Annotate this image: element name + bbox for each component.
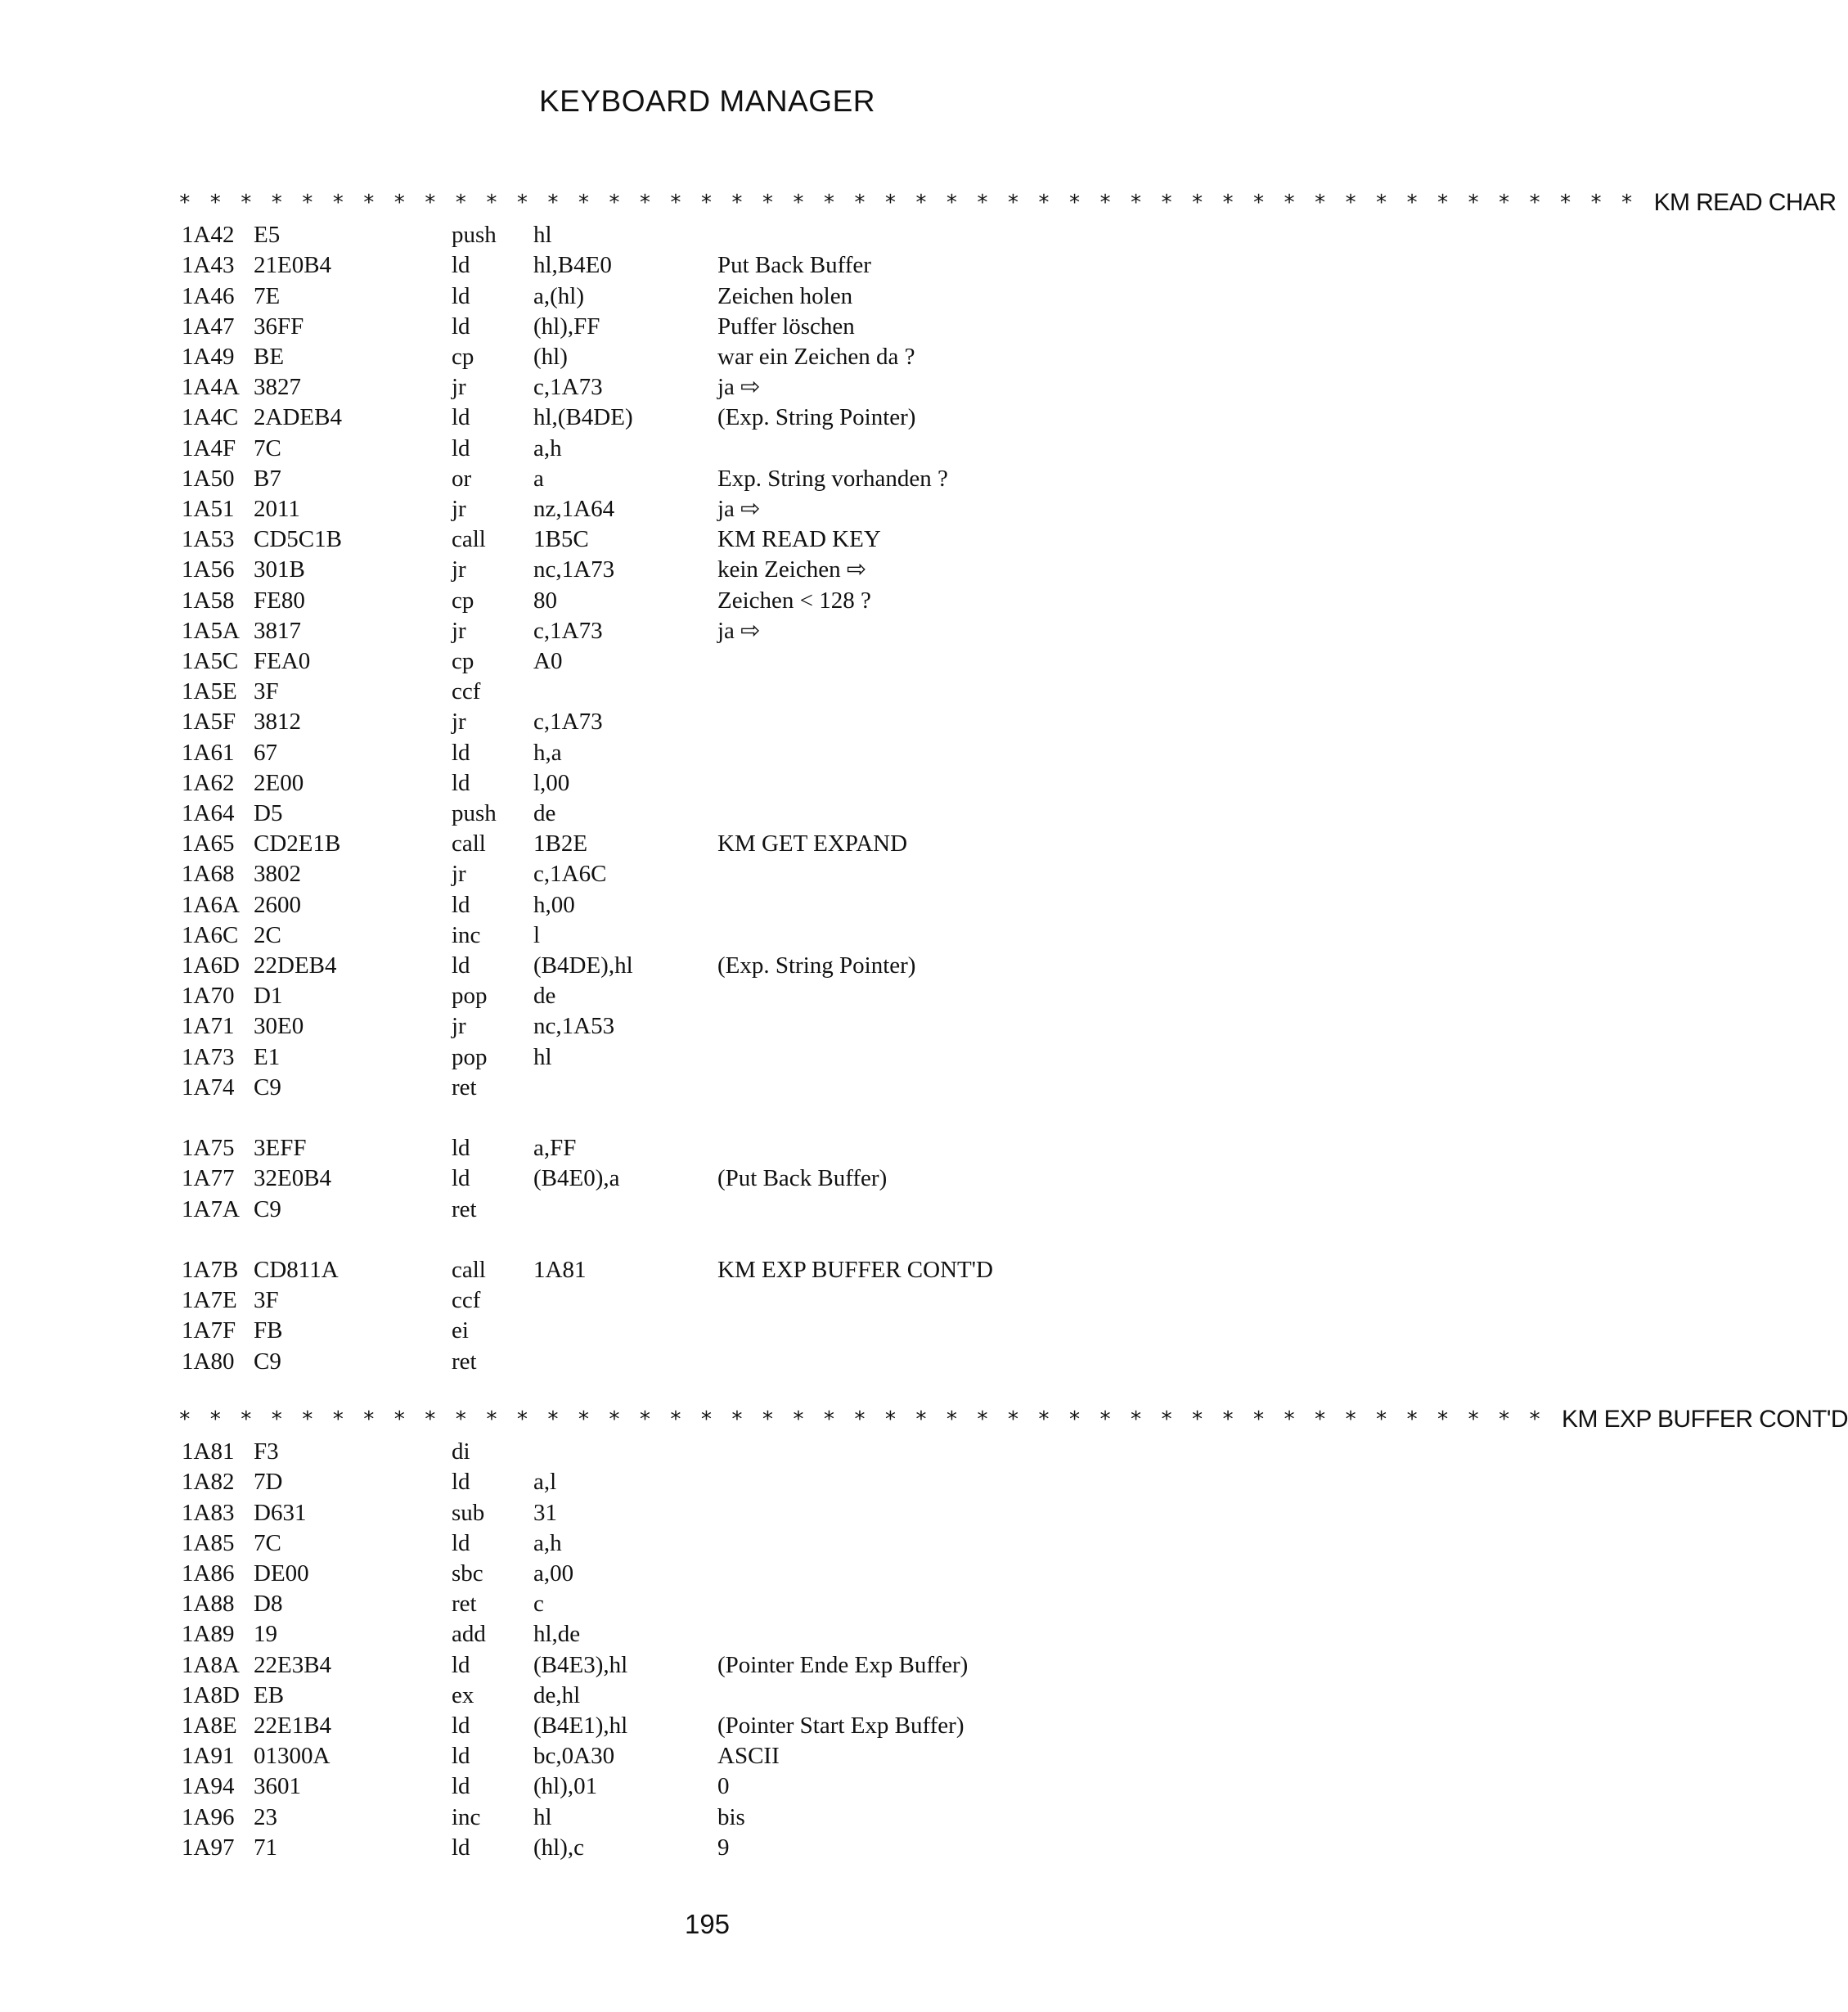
code-line — [0, 646, 1414, 677]
code-line — [0, 1741, 1414, 1771]
operand-cell: a,(hl) — [533, 283, 584, 309]
address-cell: 1A47 — [182, 313, 235, 340]
address-cell: 1A42 — [182, 222, 235, 248]
address-cell: 1A85 — [182, 1530, 235, 1556]
mnemonic-cell: ld — [452, 1469, 470, 1495]
operand-cell: c,1A73 — [533, 618, 603, 644]
address-cell: 1A65 — [182, 830, 235, 857]
operand-cell: 1B2E — [533, 830, 588, 857]
opcode-cell: 67 — [254, 740, 277, 766]
mnemonic-cell: ld — [452, 740, 470, 766]
opcode-cell: EB — [254, 1682, 285, 1708]
mnemonic-cell: sbc — [452, 1560, 483, 1587]
code-line — [0, 220, 1414, 250]
mnemonic-cell: pop — [452, 983, 488, 1009]
comment-cell: ja ⇨ — [717, 618, 761, 644]
address-cell: 1A89 — [182, 1621, 235, 1647]
opcode-cell: E5 — [254, 222, 281, 248]
address-cell: 1A6D — [182, 952, 240, 979]
mnemonic-cell: ld — [452, 1652, 470, 1678]
comment-cell: Puffer löschen — [717, 313, 855, 340]
mnemonic-cell: ld — [452, 1743, 470, 1769]
operand-cell: (hl),c — [533, 1834, 584, 1861]
comment-cell: KM EXP BUFFER CONT'D — [717, 1257, 993, 1283]
address-cell: 1A4C — [182, 404, 239, 430]
section-header — [178, 189, 1837, 222]
comment-cell: Zeichen holen — [717, 283, 853, 309]
operand-cell: l,00 — [533, 770, 570, 796]
operand-cell: nc,1A53 — [533, 1013, 615, 1039]
code-line — [0, 1255, 1414, 1285]
operand-cell: 31 — [533, 1500, 557, 1526]
opcode-cell: 22E3B4 — [254, 1652, 332, 1678]
opcode-cell: 7C — [254, 1530, 281, 1556]
asterisk-divider: * * * * * * * * * * * * * * * * * * * * * * * * * * * * * * * * * * * * * * * * * * * * * — [178, 1407, 1544, 1432]
opcode-cell: B7 — [254, 466, 281, 492]
operand-cell: (hl) — [533, 344, 568, 370]
comment-cell: ja ⇨ — [717, 374, 761, 400]
comment-cell: Exp. String vorhanden ? — [717, 466, 948, 492]
code-line — [0, 1042, 1414, 1073]
mnemonic-cell: inc — [452, 922, 481, 948]
opcode-cell: 3601 — [254, 1773, 301, 1799]
operand-cell: 80 — [533, 587, 557, 614]
code-line — [0, 738, 1414, 768]
mnemonic-cell: ret — [452, 1591, 477, 1617]
section-title: KM EXP BUFFER CONT'D — [1562, 1406, 1848, 1433]
code-line — [0, 464, 1414, 494]
operand-cell: c,1A73 — [533, 374, 603, 400]
address-cell: 1A7A — [182, 1196, 240, 1222]
operand-cell: hl,de — [533, 1621, 581, 1647]
address-cell: 1A77 — [182, 1165, 235, 1191]
mnemonic-cell: call — [452, 1257, 486, 1283]
opcode-cell: D8 — [254, 1591, 283, 1617]
mnemonic-cell: or — [452, 466, 472, 492]
comment-cell: ja ⇨ — [717, 496, 761, 522]
comment-cell: bis — [717, 1804, 745, 1830]
opcode-cell: 21E0B4 — [254, 252, 332, 278]
operand-cell: (B4E0),a — [533, 1165, 620, 1191]
address-cell: 1A8D — [182, 1682, 240, 1708]
code-line — [0, 1347, 1414, 1377]
address-cell: 1A5A — [182, 618, 240, 644]
opcode-cell: 3802 — [254, 861, 301, 887]
address-cell: 1A96 — [182, 1804, 235, 1830]
address-cell: 1A4F — [182, 435, 236, 461]
operand-cell: a,h — [533, 1530, 562, 1556]
operand-cell: hl — [533, 1804, 552, 1830]
asterisk-divider: * * * * * * * * * * * * * * * * * * * * * * * * * * * * * * * * * * * * * * * * * * * * * * * * — [178, 191, 1636, 215]
opcode-cell: 22DEB4 — [254, 952, 337, 979]
opcode-cell: F3 — [254, 1438, 279, 1465]
address-cell: 1A50 — [182, 466, 235, 492]
mnemonic-cell: jr — [452, 1013, 466, 1039]
opcode-cell: 3F — [254, 1287, 279, 1313]
code-line — [0, 981, 1414, 1011]
mnemonic-cell: ld — [452, 1834, 470, 1861]
opcode-cell: 301B — [254, 556, 305, 583]
operand-cell: c,1A6C — [533, 861, 607, 887]
address-cell: 1A8A — [182, 1652, 240, 1678]
address-cell: 1A94 — [182, 1773, 235, 1799]
opcode-cell: 71 — [254, 1834, 277, 1861]
code-line — [0, 1195, 1414, 1225]
address-cell: 1A75 — [182, 1135, 235, 1161]
code-line — [0, 555, 1414, 585]
code-line — [0, 616, 1414, 646]
code-line — [0, 768, 1414, 799]
opcode-cell: 22E1B4 — [254, 1713, 332, 1739]
address-cell: 1A73 — [182, 1044, 235, 1070]
opcode-cell: D1 — [254, 983, 283, 1009]
mnemonic-cell: ld — [452, 435, 470, 461]
operand-cell: h,a — [533, 740, 562, 766]
operand-cell: (B4E1),hl — [533, 1713, 628, 1739]
code-line — [0, 1833, 1414, 1863]
code-line — [0, 1437, 1414, 1467]
code-line — [0, 1559, 1414, 1589]
code-line — [0, 434, 1414, 464]
operand-cell: hl,(B4DE) — [533, 404, 633, 430]
operand-cell: a,h — [533, 435, 562, 461]
code-line — [0, 1164, 1414, 1194]
code-line — [0, 1133, 1414, 1164]
address-cell: 1A71 — [182, 1013, 235, 1039]
opcode-cell: 7E — [254, 283, 281, 309]
opcode-cell: 3817 — [254, 618, 301, 644]
address-cell: 1A97 — [182, 1834, 235, 1861]
mnemonic-cell: ei — [452, 1317, 469, 1344]
operand-cell: c — [533, 1591, 544, 1617]
code-line — [0, 281, 1414, 312]
section-title: KM READ CHAR — [1653, 189, 1837, 216]
address-cell: 1A82 — [182, 1469, 235, 1495]
operand-cell: nz,1A64 — [533, 496, 615, 522]
comment-cell: (Pointer Start Exp Buffer) — [717, 1713, 964, 1739]
mnemonic-cell: cp — [452, 587, 474, 614]
code-line — [0, 1285, 1414, 1316]
opcode-cell: 3EFF — [254, 1135, 307, 1161]
code-line — [0, 1711, 1414, 1741]
address-cell: 1A6C — [182, 922, 239, 948]
mnemonic-cell: call — [452, 526, 486, 552]
comment-cell: 0 — [717, 1773, 730, 1799]
comment-cell: Zeichen < 128 ? — [717, 587, 871, 614]
mnemonic-cell: pop — [452, 1044, 488, 1070]
address-cell: 1A6A — [182, 892, 240, 918]
mnemonic-cell: inc — [452, 1804, 481, 1830]
opcode-cell: CD5C1B — [254, 526, 342, 552]
mnemonic-cell: cp — [452, 344, 474, 370]
opcode-cell: 01300A — [254, 1743, 330, 1769]
code-line — [0, 524, 1414, 555]
opcode-cell: CD2E1B — [254, 830, 341, 857]
address-cell: 1A49 — [182, 344, 235, 370]
mnemonic-cell: ld — [452, 1773, 470, 1799]
opcode-cell: 2E00 — [254, 770, 304, 796]
opcode-cell: FE80 — [254, 587, 305, 614]
opcode-cell: DE00 — [254, 1560, 309, 1587]
operand-cell: c,1A73 — [533, 709, 603, 735]
address-cell: 1A81 — [182, 1438, 235, 1465]
mnemonic-cell: di — [452, 1438, 470, 1465]
code-line — [0, 1316, 1414, 1346]
mnemonic-cell: ld — [452, 1530, 470, 1556]
code-line — [0, 829, 1414, 859]
mnemonic-cell: sub — [452, 1500, 485, 1526]
opcode-cell: 36FF — [254, 313, 304, 340]
operand-cell: nc,1A73 — [533, 556, 615, 583]
opcode-cell: 3812 — [254, 709, 301, 735]
code-line — [0, 1498, 1414, 1528]
mnemonic-cell: ccf — [452, 1287, 481, 1313]
mnemonic-cell: ld — [452, 313, 470, 340]
opcode-cell: C9 — [254, 1348, 281, 1375]
address-cell: 1A53 — [182, 526, 235, 552]
operand-cell: (B4E3),hl — [533, 1652, 628, 1678]
opcode-cell: C9 — [254, 1196, 281, 1222]
code-line — [0, 1619, 1414, 1650]
opcode-cell: 23 — [254, 1804, 277, 1830]
address-cell: 1A83 — [182, 1500, 235, 1526]
code-line — [0, 1011, 1414, 1042]
address-cell: 1A7B — [182, 1257, 239, 1283]
comment-cell: KM READ KEY — [717, 526, 881, 552]
operand-cell: hl — [533, 1044, 552, 1070]
operand-cell: (B4DE),hl — [533, 952, 633, 979]
opcode-cell: 7C — [254, 435, 281, 461]
address-cell: 1A46 — [182, 283, 235, 309]
mnemonic-cell: cp — [452, 648, 474, 674]
mnemonic-cell: ld — [452, 283, 470, 309]
address-cell: 1A91 — [182, 1743, 235, 1769]
code-line — [0, 677, 1414, 707]
opcode-cell: BE — [254, 344, 285, 370]
address-cell: 1A58 — [182, 587, 235, 614]
address-cell: 1A64 — [182, 800, 235, 826]
operand-cell: hl — [533, 222, 552, 248]
mnemonic-cell: ld — [452, 770, 470, 796]
code-line — [0, 1073, 1414, 1103]
opcode-cell: 19 — [254, 1621, 277, 1647]
code-line — [0, 403, 1414, 433]
opcode-cell: 2ADEB4 — [254, 404, 342, 430]
mnemonic-cell: push — [452, 800, 497, 826]
address-cell: 1A86 — [182, 1560, 235, 1587]
operand-cell: a,00 — [533, 1560, 574, 1587]
operand-cell: a,FF — [533, 1135, 577, 1161]
address-cell: 1A51 — [182, 496, 235, 522]
comment-cell: (Pointer Ende Exp Buffer) — [717, 1652, 969, 1678]
operand-cell: (hl),01 — [533, 1773, 598, 1799]
opcode-cell: D5 — [254, 800, 283, 826]
opcode-cell: 3827 — [254, 374, 301, 400]
code-line — [0, 494, 1414, 524]
opcode-cell: 2600 — [254, 892, 301, 918]
operand-cell: l — [533, 922, 541, 948]
code-line — [0, 312, 1414, 342]
operand-cell: de,hl — [533, 1682, 581, 1708]
mnemonic-cell: ret — [452, 1348, 477, 1375]
opcode-cell: 2011 — [254, 496, 300, 522]
opcode-cell: C9 — [254, 1074, 281, 1101]
mnemonic-cell: ld — [452, 1135, 470, 1161]
mnemonic-cell: add — [452, 1621, 486, 1647]
code-line — [0, 920, 1414, 951]
address-cell: 1A74 — [182, 1074, 235, 1101]
operand-cell: (hl),FF — [533, 313, 600, 340]
opcode-cell: FB — [254, 1317, 283, 1344]
code-line — [0, 1589, 1414, 1619]
mnemonic-cell: ld — [452, 404, 470, 430]
mnemonic-cell: ld — [452, 1165, 470, 1191]
code-line — [0, 859, 1414, 889]
operand-cell: A0 — [533, 648, 563, 674]
code-line — [0, 250, 1414, 281]
code-line — [0, 1803, 1414, 1833]
address-cell: 1A7F — [182, 1317, 236, 1344]
address-cell: 1A70 — [182, 983, 235, 1009]
comment-cell: ASCII — [717, 1743, 780, 1769]
comment-cell: (Exp. String Pointer) — [717, 952, 916, 979]
opcode-cell: CD811A — [254, 1257, 339, 1283]
page-title: KEYBOARD MANAGER — [539, 84, 875, 118]
operand-cell: a,l — [533, 1469, 557, 1495]
mnemonic-cell: jr — [452, 618, 466, 644]
opcode-cell: 3F — [254, 678, 279, 704]
address-cell: 1A68 — [182, 861, 235, 887]
address-cell: 1A8E — [182, 1713, 237, 1739]
mnemonic-cell: ld — [452, 252, 470, 278]
address-cell: 1A88 — [182, 1591, 235, 1617]
comment-cell: (Put Back Buffer) — [717, 1165, 888, 1191]
mnemonic-cell: ld — [452, 1713, 470, 1739]
code-line — [0, 799, 1414, 829]
comment-cell: kein Zeichen ⇨ — [717, 556, 867, 583]
code-line — [0, 1681, 1414, 1711]
mnemonic-cell: jr — [452, 556, 466, 583]
operand-cell: de — [533, 800, 556, 826]
comment-cell: KM GET EXPAND — [717, 830, 908, 857]
mnemonic-cell: ex — [452, 1682, 474, 1708]
address-cell: 1A4A — [182, 374, 240, 400]
operand-cell: bc,0A30 — [533, 1743, 615, 1769]
mnemonic-cell: jr — [452, 709, 466, 735]
opcode-cell: D631 — [254, 1500, 307, 1526]
mnemonic-cell: ccf — [452, 678, 481, 704]
comment-cell: 9 — [717, 1834, 730, 1861]
mnemonic-cell: jr — [452, 496, 466, 522]
operand-cell: a — [533, 466, 544, 492]
address-cell: 1A43 — [182, 252, 235, 278]
address-cell: 1A61 — [182, 740, 235, 766]
comment-cell: war ein Zeichen da ? — [717, 344, 915, 370]
mnemonic-cell: jr — [452, 374, 466, 400]
operand-cell: 1B5C — [533, 526, 589, 552]
mnemonic-cell: call — [452, 830, 486, 857]
opcode-cell: 2C — [254, 922, 281, 948]
code-line — [0, 586, 1414, 616]
opcode-cell: 7D — [254, 1469, 283, 1495]
operand-cell: h,00 — [533, 892, 575, 918]
code-line — [0, 1467, 1414, 1497]
opcode-cell: FEA0 — [254, 648, 311, 674]
address-cell: 1A56 — [182, 556, 235, 583]
comment-cell: (Exp. String Pointer) — [717, 404, 916, 430]
mnemonic-cell: ret — [452, 1074, 477, 1101]
code-line — [0, 707, 1414, 737]
opcode-cell: 32E0B4 — [254, 1165, 332, 1191]
address-cell: 1A7E — [182, 1287, 237, 1313]
operand-cell: 1A81 — [533, 1257, 587, 1283]
mnemonic-cell: ld — [452, 952, 470, 979]
address-cell: 1A62 — [182, 770, 235, 796]
address-cell: 1A5F — [182, 709, 236, 735]
code-line — [0, 1528, 1414, 1559]
comment-cell: Put Back Buffer — [717, 252, 871, 278]
mnemonic-cell: jr — [452, 861, 466, 887]
code-line — [0, 372, 1414, 403]
code-line — [0, 342, 1414, 372]
opcode-cell: E1 — [254, 1044, 281, 1070]
opcode-cell: 30E0 — [254, 1013, 304, 1039]
operand-cell: hl,B4E0 — [533, 252, 612, 278]
code-line — [0, 1650, 1414, 1681]
address-cell: 1A5C — [182, 648, 239, 674]
page-number: 195 — [684, 1909, 731, 1939]
section-header — [178, 1406, 1848, 1438]
address-cell: 1A5E — [182, 678, 237, 704]
address-cell: 1A80 — [182, 1348, 235, 1375]
code-line — [0, 951, 1414, 981]
mnemonic-cell: ld — [452, 892, 470, 918]
code-line — [0, 890, 1414, 920]
operand-cell: de — [533, 983, 556, 1009]
code-line — [0, 1771, 1414, 1802]
mnemonic-cell: push — [452, 222, 497, 248]
mnemonic-cell: ret — [452, 1196, 477, 1222]
